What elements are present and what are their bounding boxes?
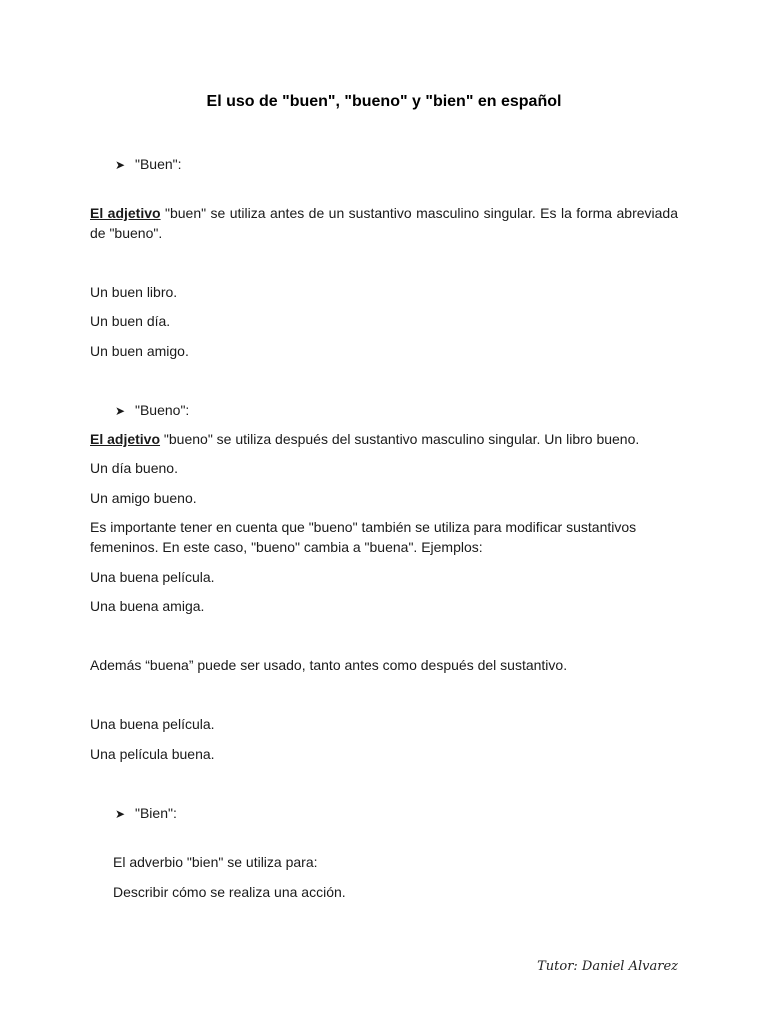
buen-example-3: Un buen amigo.	[90, 343, 189, 359]
bien-use-1: Describir cómo se realiza una acción.	[113, 884, 346, 900]
arrow-bullet-icon: ➤	[115, 807, 126, 821]
page-title: El uso de "buen", "bueno" y "bien" en español	[206, 93, 562, 110]
feminine-note: Es importante tener en cuenta que "bueno" también se utiliza para modificar sustantivos femeninos. En este caso, "bueno" cambia a "buena". Ejemplos:	[90, 519, 637, 555]
feminine-example-2: Una buena amiga.	[90, 598, 205, 614]
buen-example-2: Un buen día.	[90, 313, 171, 329]
buen-example-1: Un buen libro.	[90, 284, 178, 300]
position-example-1: Una buena película.	[90, 716, 215, 732]
buen-definition-text: "buen" se utiliza antes de un sustantivo masculino singular. Es la forma abreviada de "bueno".	[90, 205, 678, 241]
position-example-2: Una película buena.	[90, 746, 215, 762]
adjective-label: El adjetivo	[90, 205, 161, 221]
footer-tutor: Tutor: Daniel Alvarez	[537, 959, 678, 974]
adjective-label: El adjetivo	[90, 431, 161, 447]
bien-intro: El adverbio "bien" se utiliza para:	[113, 854, 318, 870]
bullet-bien-label: "Bien":	[135, 805, 177, 821]
arrow-bullet-icon: ➤	[115, 158, 126, 172]
bullet-buen	[115, 154, 182, 175]
bueno-definition-text: "bueno" se utiliza después del sustantivo masculino singular. Un libro bueno.	[160, 431, 640, 447]
bueno-example-2: Un amigo bueno.	[90, 490, 197, 506]
position-note: Además “buena” puede ser usado, tanto antes como después del sustantivo.	[90, 657, 568, 673]
bullet-buen-label: "Buen":	[135, 156, 182, 172]
arrow-bullet-icon: ➤	[115, 404, 126, 418]
bullet-bueno-label: "Bueno":	[135, 402, 190, 418]
buen-definition	[90, 203, 678, 243]
bueno-example-1: Un día bueno.	[90, 460, 178, 476]
bullet-bien	[115, 803, 177, 824]
bueno-definition	[90, 429, 639, 449]
feminine-example-1: Una buena película.	[90, 569, 215, 585]
bullet-bueno	[115, 400, 189, 421]
